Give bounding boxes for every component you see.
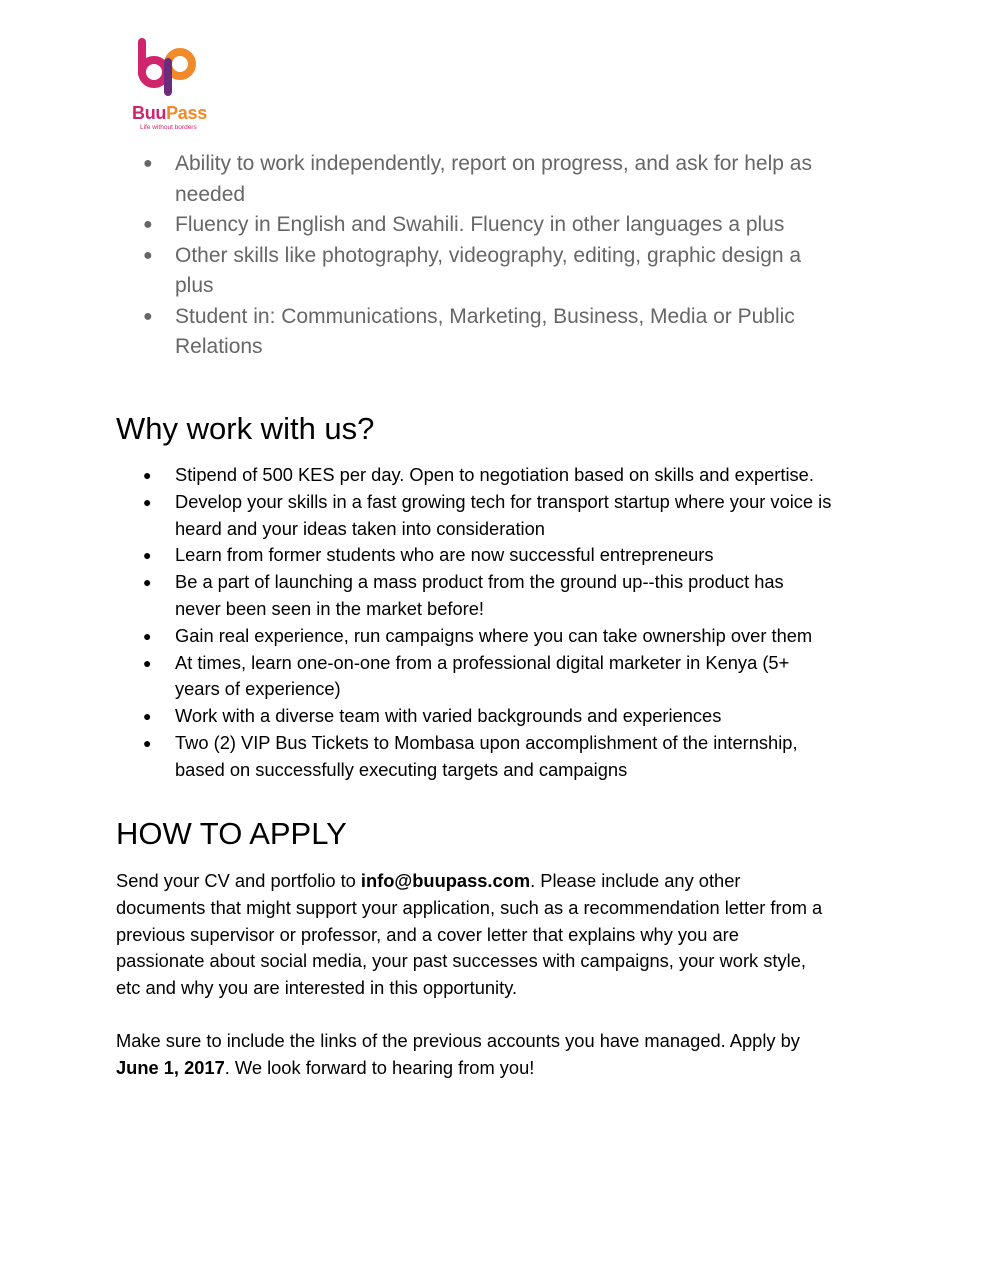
list-item: ● Ability to work independently, report on progress, and ask for help as needed: [0, 149, 875, 210]
bullet-icon: ●: [143, 654, 152, 671]
list-item: ● Stipend of 500 KES per day. Open to negotiation based on skills and expertise.: [0, 462, 875, 489]
brand-tagline: Life without borders: [140, 124, 197, 131]
bullet-icon: ●: [143, 547, 152, 564]
list-item: ● Be a part of launching a mass product from the ground up--this product has never been seen in the market before!: [143, 571, 784, 619]
list-item: ● Two (2) VIP Bus Tickets to Mombasa upon accomplishment of the internship, based on successfully executing targets and campaigns: [143, 731, 798, 780]
apply-email: info@buupass.com: [360, 870, 531, 891]
bullet-icon: ●: [143, 155, 153, 172]
deadline-date: June 1, 2017: [116, 1056, 225, 1078]
list-item: ● Student in: Communications, Marketing, Business, Media or Public Relations: [0, 302, 875, 363]
list-item: ● Learn from former students who are now successful entrepreneurs: [0, 542, 875, 569]
apply-deadline: Make sure to include the links of the previous accounts you have managed. Apply by June 1, 2017. We look forward to hearing from you!: [116, 1030, 800, 1078]
brand-name: BuuPass: [132, 103, 207, 123]
how-to-apply-heading: HOW TO APPLY: [116, 816, 347, 851]
bullet-icon: ●: [143, 627, 152, 644]
list-item: ● At times, learn one-on-one from a professional digital marketer in Kenya (5+ years of experience): [143, 651, 790, 700]
list-item: ● Other skills like photography, videography, editing, graphic design a plus: [0, 241, 875, 302]
bullet-icon: ●: [143, 708, 152, 725]
bp-logo-mark-icon: [134, 36, 204, 98]
buupass-logo: [128, 36, 218, 136]
bullet-icon: ●: [143, 307, 153, 325]
benefits-list: [0, 462, 875, 784]
list-item: ● Work with a diverse team with varied backgrounds and experiences: [0, 703, 875, 730]
apply-instructions: Send your CV and portfolio to info@buupass.com. Please include any other documents that might support your application, such as a recommendation letter from a previous supervisor or professor, and a cover letter that explains why you are passionate about social media, your past successes with campaigns, your work style, etc and why you are interested in this opportunity.: [116, 870, 823, 999]
bullet-icon: ●: [143, 216, 153, 233]
requirements-list: [0, 149, 875, 363]
bullet-icon: ●: [143, 246, 153, 264]
bullet-icon: ●: [143, 467, 152, 483]
list-item: ● Develop your skills in a fast growing tech for transport startup where your voice is heard and your ideas taken into consideration: [143, 490, 832, 539]
list-item: ● Gain real experience, run campaigns where you can take ownership over them: [0, 623, 875, 650]
list-item: ● Fluency in English and Swahili. Fluency in other languages a plus: [0, 210, 875, 241]
bullet-icon: ●: [143, 493, 152, 510]
bullet-icon: ●: [143, 734, 152, 751]
why-heading: Why work with us?: [116, 411, 375, 446]
bullet-icon: ●: [143, 574, 152, 591]
